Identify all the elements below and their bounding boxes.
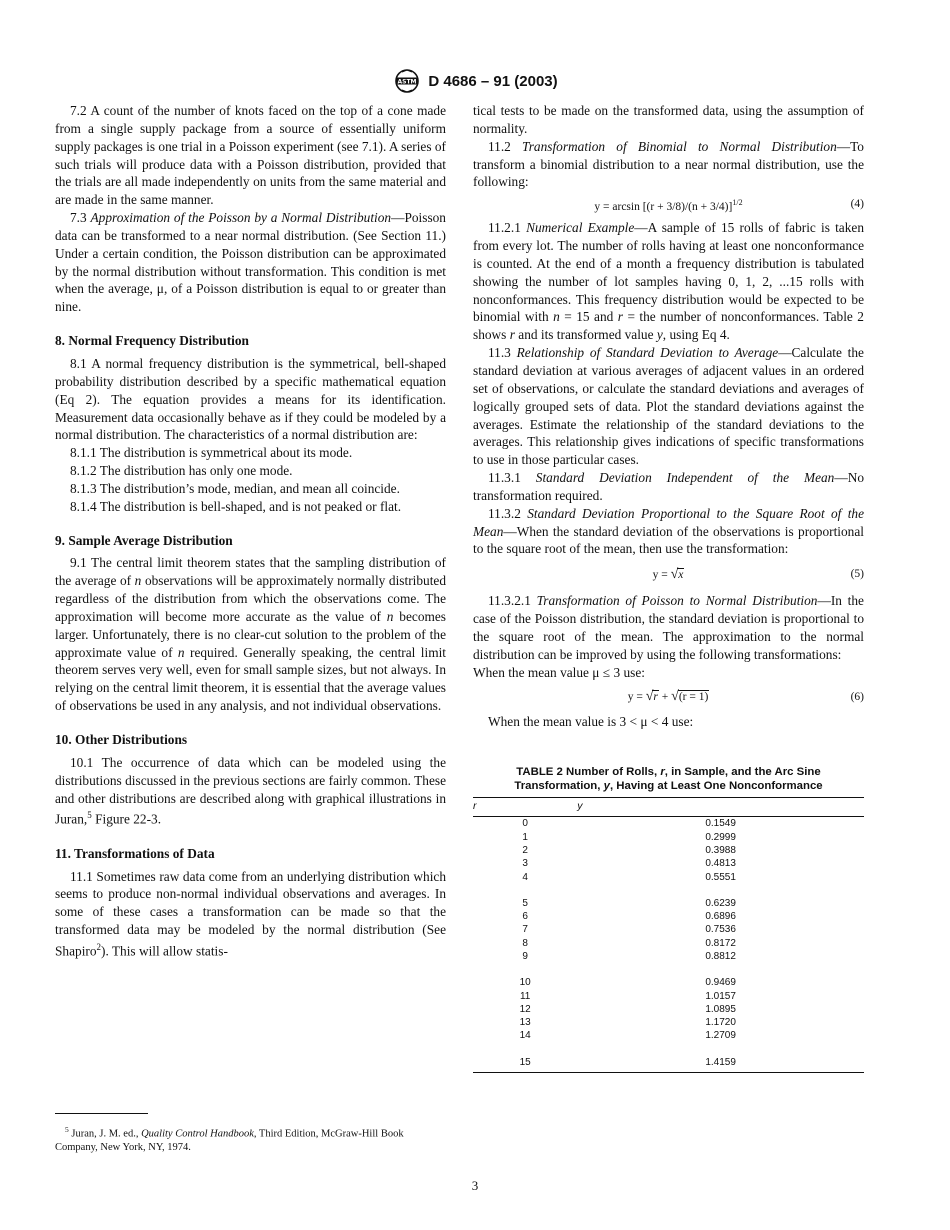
table-row: 14 1.2709 [519, 1030, 736, 1042]
page-number: 3 [471, 1178, 479, 1193]
left-column [55, 102, 446, 960]
paragraph-11-1-continued: tical tests to be made on the transformed data, using the assumption of normality. [473, 103, 864, 136]
right-column [473, 102, 864, 1073]
section-11-heading: 11. Transformations of Data [55, 845, 215, 861]
mean-le-3-text: When the mean value μ ≤ 3 use: [473, 664, 645, 680]
paragraph-11-3-2-1: 11.3.2.1 Transformation of Poisson to Normal Distribution—In the case of the Poisson distribution, the standard deviation is proportional to the square root of the mean. The approximation to the normal distribution can be improved by using the following transformations: [473, 593, 864, 662]
paragraph-11-3-2: 11.3.2 Standard Deviation Proportional to the Square Root of the Mean—When the standard deviation of the observations is proportional to the square root of the mean, then use the transformation: [473, 505, 864, 557]
paragraph-8-1-2: 8.1.2 The distribution has only one mode. [70, 463, 293, 479]
equation-6: y = √r + √(r = 1) (6) [627, 689, 864, 705]
table-row: 12 1.0895 [519, 1003, 736, 1015]
table-row: 1 0.2999 [522, 831, 736, 843]
paragraph-8-1: 8.1 A normal frequency distribution is the symmetrical, bell-shaped probability distribution described by a specific mathematical equation (Eq 2). The equation provides a means for its identification. Measurement data occasionally behave as if they could be modeled by a normal distribution. The characteristics of a normal distribution are: [55, 355, 446, 443]
paragraph-11-3-1: 11.3.1 Standard Deviation Independent of the Mean—No transformation required. [473, 470, 864, 503]
paragraph-8-1-1: 8.1.1 The distribution is symmetrical about its mode. [70, 445, 353, 461]
table-row: 8 0.8172 [522, 937, 736, 949]
paragraph-7-2: 7.2 A count of the number of knots faced on the top of a cone made from a single supply package from a source of essentially uniform supply packages is one trial in a Poisson experiment (see 7.1). A series of such trials will produce data with a Poisson distribution, provided that the trials are all made independently on units from the same material and are made in the same manner. [55, 103, 446, 208]
table-row: 15 1.4159 [473, 1043, 864, 1073]
paragraph-10-1: 10.1 The occurrence of data which can be modeled using the distributions discussed in the previous sections are fairly common. These and other distributions are described along with graphical illustrations in Juran,$^5$ Figure 22-3. [55, 754, 446, 827]
table-row: 0 0.1549 [522, 818, 736, 830]
equation-4: $y = \arcsin [(r + 3/8)/(n + 3/4)]^{1/2}$ (4) [594, 197, 864, 213]
table-row: 5 0.6239 [522, 897, 736, 909]
table-row: 10 0.9469 [519, 977, 736, 989]
section-8-heading: 8. Normal Frequency Distribution [55, 333, 249, 349]
astm-logo-icon [392, 68, 422, 94]
footnote-divider [55, 1113, 148, 1114]
table-2-title: TABLE 2 Number of Rolls, r, in Sample, and the Arc Sine Transformation, y, Having at Least One Nonconformance [514, 766, 823, 793]
table-row: 6 0.6896 [522, 911, 736, 923]
section-10-heading: 10. Other Distributions [55, 732, 188, 747]
page-header [0, 68, 950, 94]
svg-text:ASTM: ASTM [397, 78, 417, 86]
table-row: 3 0.4813 [522, 858, 736, 870]
table-row: 7 0.7536 [522, 924, 736, 936]
footnote-5: $^5$ Juran, J. M. ed., Quality Control Handbook, Third Edition, McGraw-Hill Book Company, New York, NY, 1974. [55, 1125, 404, 1153]
column-header-r: r [473, 798, 577, 817]
table-row: 11 1.0157 [519, 990, 736, 1002]
paragraph-11-2: 11.2 Transformation of Binomial to Normal Distribution—To transform a binomial distribution to a near normal distribution, use the following: [473, 138, 864, 190]
document-designation: D 4686 – 91 (2003) [428, 72, 558, 90]
paragraph-11-3: 11.3 Relationship of Standard Deviation to Average—Calculate the standard deviation at various averages of adjacent values in an ordered set of observations, or calculate the standard deviations and averages of logically grouped sets of data. Plot the standard deviations against the averages. Estimate the relationship of the standard deviations to the averages. This relationship gives indications of specific transformations to use in those particular cases. [473, 345, 864, 468]
column-header-y: y [577, 798, 864, 817]
table-row: 2 0.3988 [522, 844, 736, 856]
equation-5: y = √x (5) [652, 566, 864, 582]
table-row: 13 1.1720 [519, 1017, 736, 1029]
paragraph-11-1: 11.1 Sometimes raw data come from an underlying distribution which seems to produce non-normal individual observations and averages. In some of these cases a transformation can be made so that the transformed data may be modeled by the normal distribution (See Shapiro$^2$). This will allow statis- [55, 868, 446, 959]
paragraph-9-1: 9.1 The central limit theorem states that the sampling distribution of the average of n observations will be approximately normally distributed regardless of the distribution from which the observations come. The approximation will become more accurate as the value of n becomes larger. Unfortunately, there is no clear-cut solution to the problem of the approximate value of n required. Generally speaking, the central limit theorem serves very well, even for small sample sizes, but not always. In relying on the central limit theorem, it is essential that the average values of observations be used in any analysis, and not individual observations. [55, 555, 446, 714]
section-9-heading: 9. Sample Average Distribution [55, 532, 233, 548]
table-row: 4 0.5551 [522, 871, 736, 883]
table-row: 9 0.8812 [522, 950, 736, 962]
paragraph-7-3: 7.3 Approximation of the Poisson by a Normal Distribution—Poisson data can be transformed to a near normal distribution. (See Section 11.) Under a certain condition, the Poisson distribution can be approximated by the normal distribution without transformation. This condition is met when the average, μ, of a Poisson distribution is equal to or greater than nine. [55, 210, 446, 315]
paragraph-11-2-1: 11.2.1 Numerical Example—A sample of 15 rolls of fabric is taken from every lot. The number of rolls having at least one nonconformance is counted. At the end of a month a frequency distribution is tabulated showing the number of lot samples having 0, 1, 2, ...15 rolls with nonconformances. This frequency distribution would be expected to be binomial with n = 15 and r = the number of nonconformances. Table 2 shows r and its transformed value y, using Eq 4. [473, 220, 864, 343]
mean-3-to-4-text: When the mean value is 3 < μ < 4 use: [488, 714, 694, 730]
paragraph-8-1-3: 8.1.3 The distribution’s mode, median, and mean all coincide. [70, 480, 400, 496]
table-2 [473, 797, 864, 1073]
paragraph-8-1-4: 8.1.4 The distribution is bell-shaped, and is not peaked or flat. [70, 498, 402, 514]
